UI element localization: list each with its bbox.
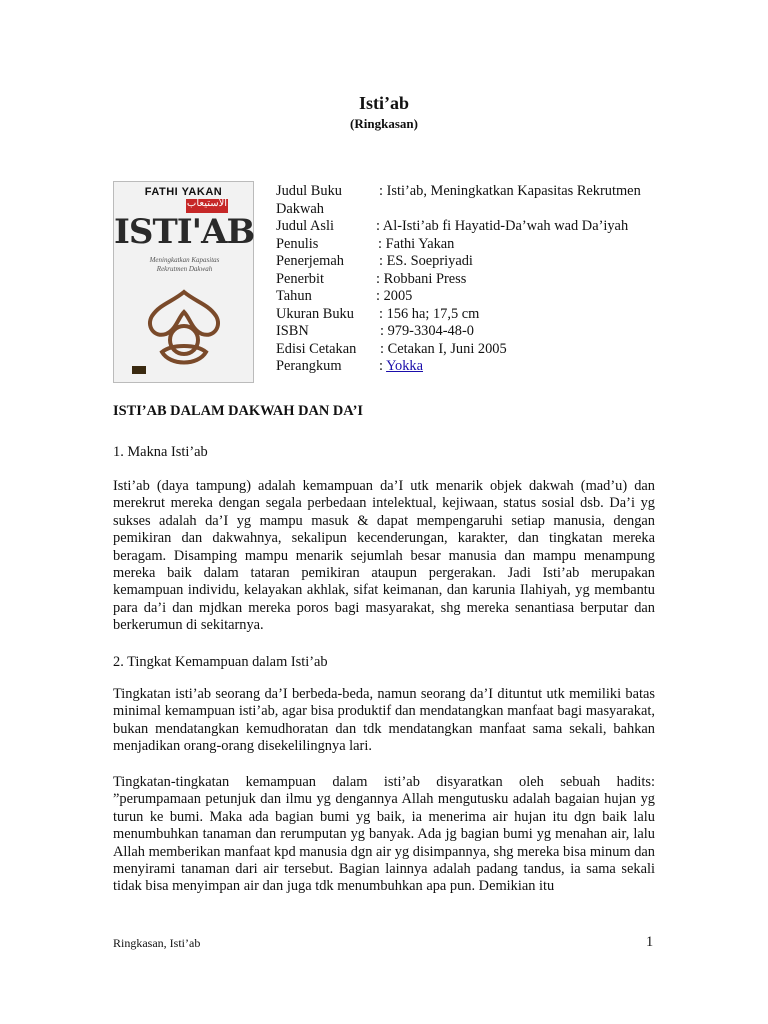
paragraph-makna: Isti’ab (daya tampung) adalah kemampuan da’I utk menarik objek dakwah (mad’u) dan merekrut mereka dengan segala perbedaan intelektual, kejiwaan, status sosial dsb. Da’i yg sukses adalah da’I yg mampu masuk & dapat mempengaruhi setiap manusia, dengan pemikiran dan dakwahnya, sekalipun kecenderungan, karakter, dan tingkatan mereka beragam. Disamping mampu menarik sejumlah besar manusia dan mampu menampung mereka baik dalam tataran pemikiran ataupun pergerakan. Jadi Isti’ab merupakan kemampuan individu, kelayakan akhlak, sifat keimanan, dan karunia Ilahiyah, yg membantu para da’i dan mjdkan mereka poros bagi masyarakat, shg mereka senantiasa berputar dan berkerumun di sekitarnya. — [113, 478, 655, 634]
section-heading: ISTI’AB DALAM DAKWAH DAN DA’I — [113, 403, 363, 419]
ornament-icon — [132, 282, 236, 377]
cover-title: ISTI'AB — [114, 212, 255, 252]
perangkum-link[interactable]: Yokka — [386, 358, 423, 374]
document-title: Isti’ab — [358, 93, 409, 113]
book-cover-image — [113, 181, 254, 383]
subheading-makna: 1. Makna Isti’ab — [113, 444, 208, 460]
page-number: 1 — [646, 934, 654, 950]
paragraph-tingkat: Tingkatan isti’ab seorang da’I berbeda-beda, namun seorang da’I dituntut utk memiliki batas minimal kemampuan isti’ab, agar bisa produktif dan mendatangkan manfaat bagi masyarakat, bukan mendatangkan kemudhoratan dan tdk mendatangkan manfaat sama sekali, bahkan menjadikan orang-orang disekelilingnya lari. — [113, 686, 655, 755]
cover-author: FATHI YAKAN — [144, 186, 223, 198]
document-subtitle: (Ringkasan) — [350, 116, 418, 131]
cover-arabic-title: الاستيعاب — [186, 198, 228, 209]
subheading-tingkat: 2. Tingkat Kemampuan dalam Isti’ab — [113, 654, 328, 670]
paragraph-hadits: Tingkatan-tingkatan kemampuan dalam isti’ab disyaratkan oleh sebuah hadits: ”perumpamaan petunjuk dan ilmu yg dengannya Allah mengutusku adalah bagaian hujan yg turun ke bumi. Maka ada bagian bumi yg baik, ia menerima air hujan itu dgn baik lalu menumbuhkan tanaman dan rerumputan yg banyak. Ada jg bagian bumi yg menahan air, lalu Allah memberikan manfaat kpd manusia dgn air yg disimpannya, shg mereka bisa minum dan menyirami tanaman dari air tersebut. Bagian lainnya adalah padang tandus, ia sama sekali tidak bisa menyimpan air dan juga tdk menumbuhkan apa pun. Demikian itu — [113, 774, 655, 895]
cover-subtitle: Meningkatkan Kapasitas Rekrutmen Dakwah — [149, 256, 220, 273]
footer-title: Ringkasan, Isti’ab — [113, 936, 201, 950]
